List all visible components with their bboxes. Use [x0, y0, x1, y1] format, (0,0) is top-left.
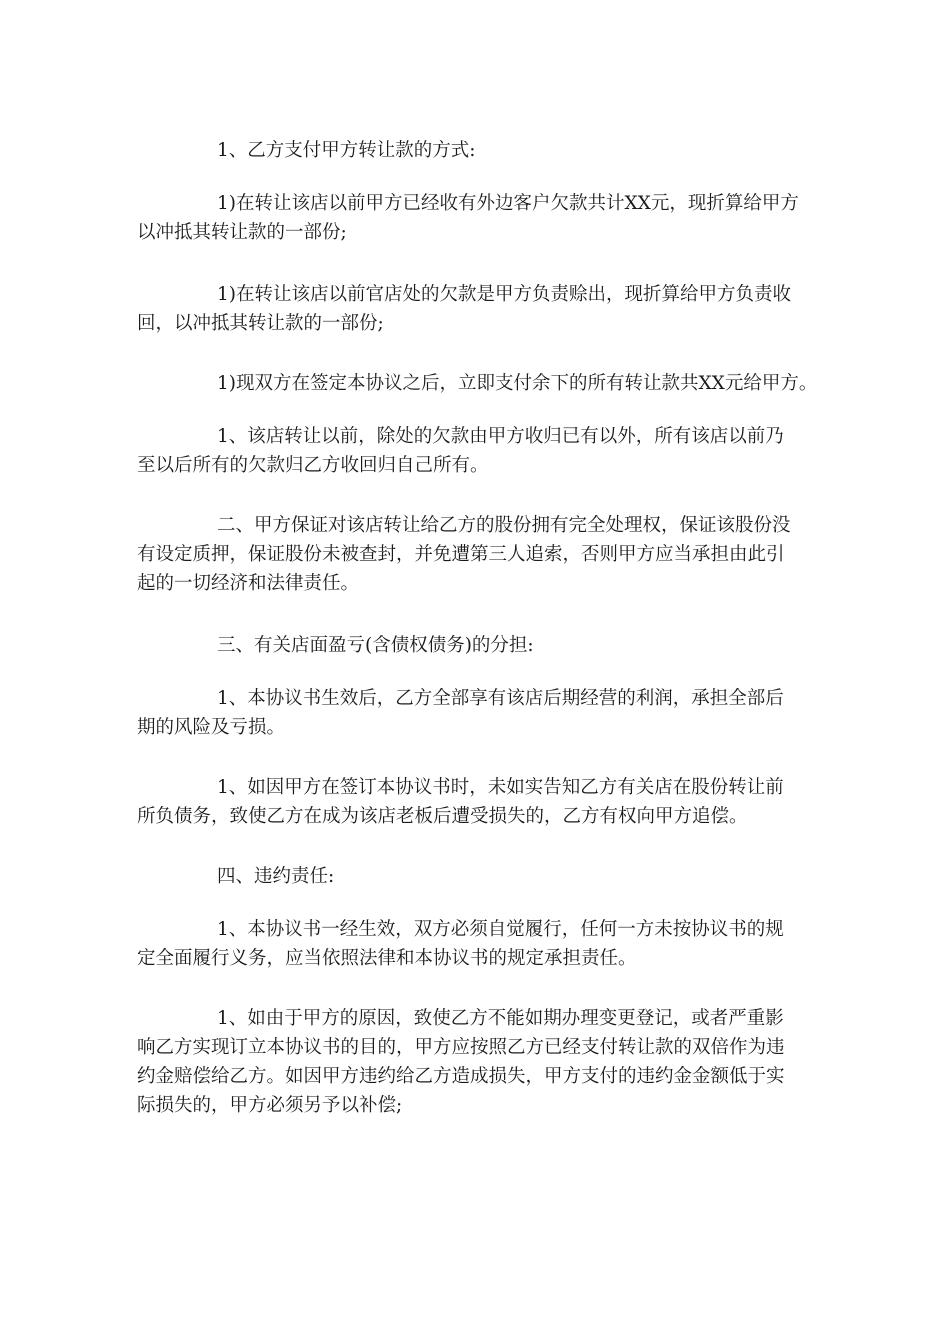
paragraph-line: 1)现双方在签定本协议之后，立即支付余下的所有转让款共XX元给甲方。	[217, 373, 818, 394]
paragraph-line: 有设定质押，保证股份未被查封，并免遭第三人追索，否则甲方应当承担由此引	[137, 544, 785, 565]
paragraph	[137, 631, 827, 660]
paragraph	[137, 189, 827, 247]
paragraph-line: 至以后所有的欠款归乙方收回归自己所有。	[137, 455, 489, 476]
paragraph-line: 四、违约责任:	[217, 866, 335, 887]
paragraph	[137, 915, 827, 973]
paragraph-line: 1、该店转让以前，除处的欠款由甲方收归已有以外，所有该店以前乃	[217, 426, 784, 447]
paragraph-line: 所负债务，致使乙方在成为该店老板后遭受损失的，乙方有权向甲方追偿。	[137, 806, 748, 827]
paragraph	[137, 511, 827, 598]
paragraph	[137, 773, 827, 831]
paragraph-line: 1)在转让该店以前官店处的欠款是甲方负责赊出，现折算给甲方负责收	[217, 284, 791, 305]
paragraph-line: 际损失的，甲方必须另予以补偿;	[137, 1095, 403, 1116]
paragraph-line: 期的风险及亏损。	[137, 717, 286, 738]
paragraph-line: 1、本协议书生效后，乙方全部享有该店后期经营的利润，承担全部后	[217, 688, 784, 709]
paragraph-line: 1、如由于甲方的原因，致使乙方不能如期办理变更登记，或者严重影	[217, 1008, 784, 1029]
paragraph-line: 二、甲方保证对该店转让给乙方的股份拥有完全处理权，保证该股份没	[217, 515, 791, 536]
paragraph-line: 1、如因甲方在签订本协议书时，未如实告知乙方有关店在股份转让前	[217, 777, 784, 798]
paragraph-line: 定全面履行义务，应当依照法律和本协议书的规定承担责任。	[137, 948, 637, 969]
paragraph-line: 三、有关店面盈亏(含债权债务)的分担:	[217, 635, 534, 656]
paragraph	[137, 1004, 827, 1120]
paragraph-line: 响乙方实现订立本协议书的目的，甲方应按照乙方已经支付转让款的双倍作为违	[137, 1037, 785, 1058]
paragraph-line: 1)在转让该店以前甲方已经收有外边客户欠款共计XX元，现折算给甲方	[217, 193, 799, 214]
paragraph	[137, 280, 827, 338]
paragraph-line: 起的一切经济和法律责任。	[137, 573, 360, 594]
paragraph-line: 1、乙方支付甲方转让款的方式:	[217, 140, 476, 161]
paragraph	[137, 136, 827, 165]
paragraph-line: 回，以冲抵其转让款的一部份;	[137, 313, 384, 334]
paragraph	[137, 684, 827, 742]
paragraph	[137, 369, 827, 398]
paragraph	[137, 862, 827, 891]
paragraph	[137, 422, 827, 480]
paragraph-line: 1、本协议书一经生效，双方必须自觉履行，任何一方未按协议书的规	[217, 919, 784, 940]
paragraph-line: 以冲抵其转让款的一部份;	[137, 222, 347, 243]
paragraph-line: 约金赔偿给乙方。如因甲方违约给乙方造成损失，甲方支付的违约金金额低于实	[137, 1066, 785, 1087]
